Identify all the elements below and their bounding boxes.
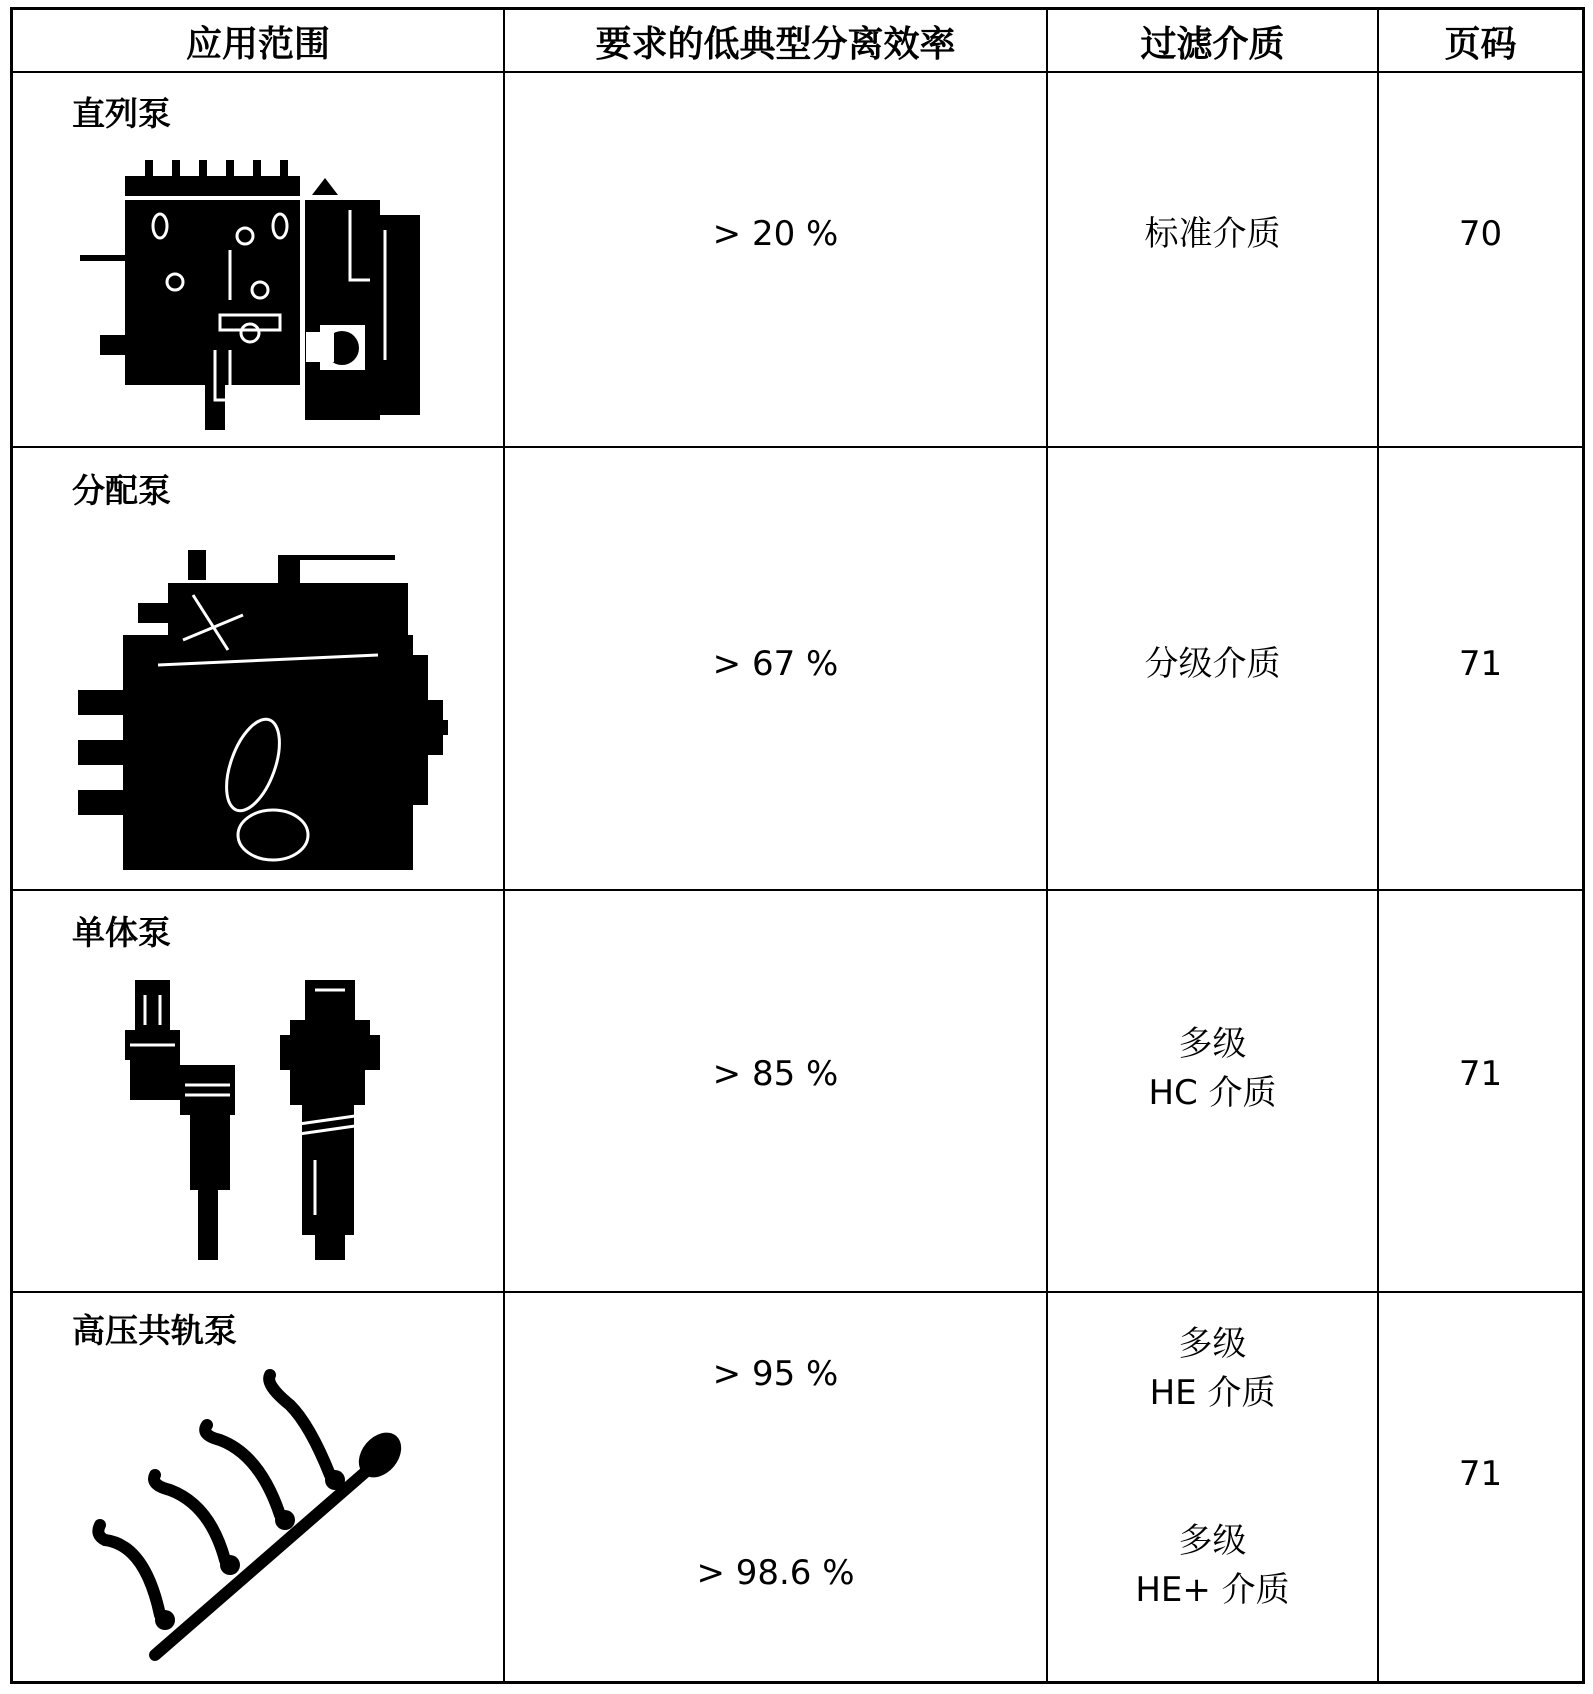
media-heplus-line1: 多级 — [1178, 1521, 1247, 1561]
row-divider — [10, 446, 1585, 448]
media-unit — [1048, 1020, 1377, 1119]
efficiency-unit: > 85 % — [712, 1054, 839, 1094]
page-distributor: 71 — [1458, 644, 1503, 684]
media-heplus-line2: HE+ 介质 — [1135, 1570, 1290, 1611]
header-media: 过滤介质 — [1140, 23, 1285, 65]
efficiency-common-rail-he: > 95 % — [712, 1354, 839, 1394]
media-unit-line1: 多级 — [1178, 1024, 1247, 1064]
row-label-common-rail: 高压共轨泵 — [72, 1311, 237, 1350]
media-common-rail-he — [1048, 1320, 1377, 1419]
row-divider — [10, 1291, 1585, 1293]
header-page: 页码 — [1444, 23, 1517, 65]
media-he-line2: HE 介质 — [1149, 1373, 1276, 1414]
row-label-unit-pump: 单体泵 — [72, 913, 171, 952]
row-label-distributor-pump: 分配泵 — [72, 471, 171, 510]
media-common-rail-heplus — [1048, 1517, 1377, 1616]
row-label-inline-pump: 直列泵 — [72, 94, 171, 133]
efficiency-inline: > 20 % — [712, 214, 839, 254]
page-unit: 71 — [1458, 1054, 1503, 1094]
header-efficiency: 要求的低典型分离效率 — [595, 23, 956, 65]
page-common-rail: 71 — [1458, 1454, 1503, 1494]
media-distributor: 分级介质 — [1144, 644, 1281, 684]
header-application: 应用范围 — [185, 23, 330, 65]
inline-pump-icon — [80, 150, 430, 440]
efficiency-distributor: > 67 % — [712, 644, 839, 684]
unit-pump-icon — [120, 975, 400, 1270]
row-divider — [10, 889, 1585, 891]
media-he-line1: 多级 — [1178, 1324, 1247, 1364]
page-inline: 70 — [1458, 214, 1503, 254]
efficiency-common-rail-heplus: > 98.6 % — [696, 1553, 855, 1593]
common-rail-icon — [85, 1365, 405, 1670]
media-inline: 标准介质 — [1144, 214, 1281, 254]
media-unit-line2: HC 介质 — [1148, 1073, 1277, 1114]
distributor-pump-icon — [78, 545, 448, 875]
